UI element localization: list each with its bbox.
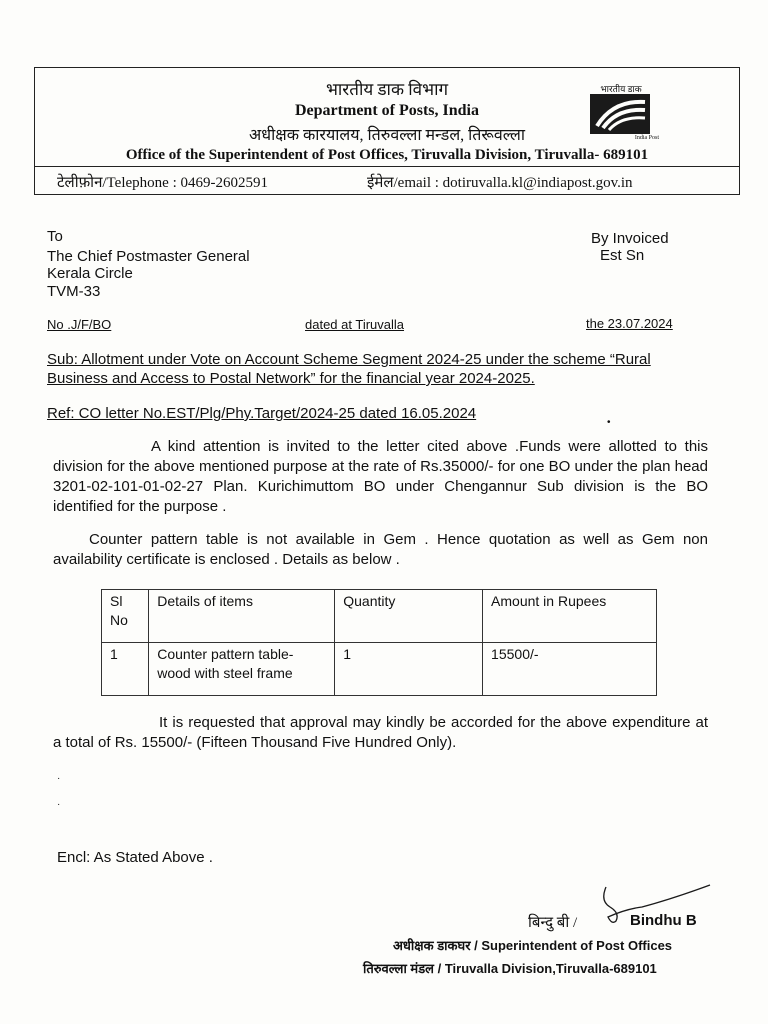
letter-number: No .J/F/BO <box>47 317 112 332</box>
signature-name: Bindhu B <box>630 912 697 929</box>
address-line-1: The Chief Postmaster General <box>47 248 250 265</box>
subject-line-2: Business and Access to Postal Network” for the financial year 2024-2025. <box>47 370 535 387</box>
paragraph-gem: Counter pattern table is not available in Gem . Hence quotation as well as Gem non availability certificate is enclosed . Details as below . <box>53 531 708 568</box>
department-name: Department of Posts, India <box>295 102 479 119</box>
hindi-office-name: अधीक्षक कारयालय, तिरुवल्ला मन्डल, तिरूवल्ला <box>249 127 525 144</box>
address-line-3: TVM-33 <box>47 283 101 300</box>
email: ईमेल/email : dotiruvalla.kl@indiapost.gov.in <box>367 175 633 191</box>
logo-hindi-text: भारतीय डाक <box>600 84 642 94</box>
hindi-department-name: भारतीय डाक विभाग <box>325 80 449 99</box>
letterhead <box>34 67 740 195</box>
office-name: Office of the Superintendent of Post Offices, Tiruvalla Division, Tiruvalla- 689101 <box>125 147 649 163</box>
signatory-division: तिरुवल्ला मंडल / Tiruvalla Division,Tiruvalla-689101 <box>363 961 657 976</box>
signature-hindi-name: बिन्दु बी / <box>528 915 578 931</box>
header-quantity: Quantity <box>335 590 483 643</box>
items-table <box>101 589 657 696</box>
address-to: To <box>47 228 63 245</box>
logo-english-text: India Post <box>634 135 659 141</box>
enclosure: Encl: As Stated Above . <box>57 849 213 866</box>
signatory-designation: अधीक्षक डाकघर / Superintendent of Post Offices <box>393 938 673 953</box>
cell-quantity: 1 <box>335 643 483 696</box>
letterhead-divider <box>35 166 739 167</box>
cell-sl-no: 1 <box>102 643 149 696</box>
address-line-2: Kerala Circle <box>47 265 133 282</box>
header-amount: Amount in Rupees <box>483 590 657 643</box>
ink-speck: · <box>57 799 61 810</box>
est-sn: Est Sn <box>600 247 645 264</box>
telephone: टेलीफ़ोन/Telephone : 0469-2602591 <box>57 175 268 191</box>
header-details: Details of items <box>149 590 335 643</box>
paragraph-request: It is requested that approval may kindly be accorded for the above expenditure at a total of Rs. 15500/- (Fifteen Thousand Five Hundred Only). <box>53 714 708 751</box>
subject-line-1: Sub: Allotment under Vote on Account Scheme Segment 2024-25 under the scheme “Rural <box>47 351 651 368</box>
header-sl-no: Sl No <box>102 590 149 643</box>
india-post-logo <box>583 82 659 144</box>
table-row <box>102 643 657 696</box>
cell-amount: 15500/- <box>483 643 657 696</box>
table-header-row <box>102 590 657 643</box>
cell-details: Counter pattern table-wood with steel frame <box>149 643 335 696</box>
ink-speck: · <box>57 773 61 784</box>
letter-date: the 23.07.2024 <box>586 316 673 331</box>
reference: Ref: CO letter No.EST/Plg/Phy.Target/2024-25 dated 16.05.2024 <box>47 405 477 422</box>
by-invoiced: By Invoiced <box>591 230 669 247</box>
dated-at: dated at Tiruvalla <box>305 317 405 332</box>
ink-speck: • <box>607 417 611 428</box>
paragraph-funds: A kind attention is invited to the letter cited above .Funds were allotted to this division for the above mentioned purpose at the rate of Rs.35000/- for one BO under the plan head 3201-02-101-01-02-27 Plan. Kurichimuttom BO under Chengannur Sub division is the BO identified for the purpose . <box>53 438 708 515</box>
